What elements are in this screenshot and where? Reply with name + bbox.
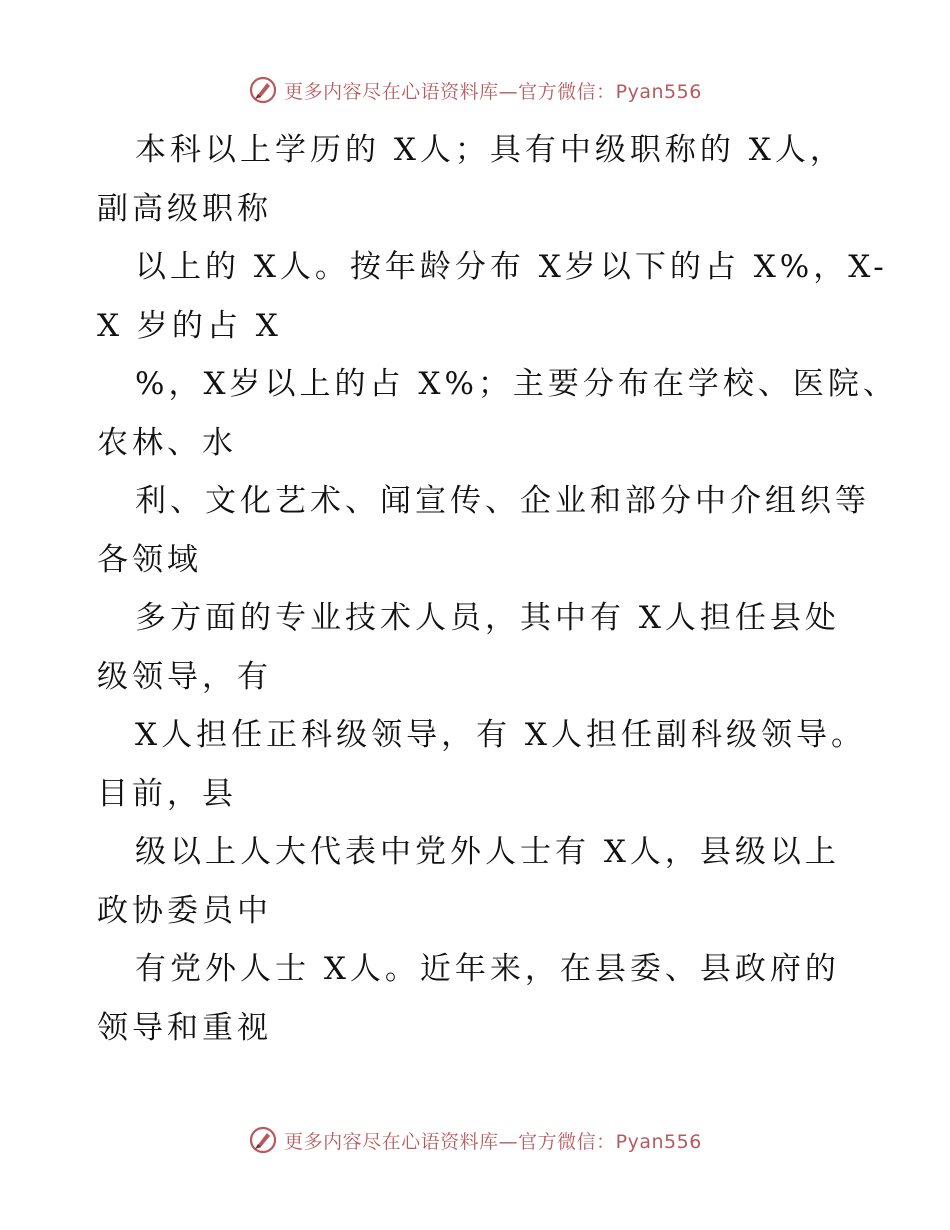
- text-line: 农林、水: [97, 424, 237, 461]
- text-line: 有党外人士 X人。近年来，在县委、县政府的: [135, 951, 840, 987]
- header-banner: [0, 73, 950, 107]
- text-line: 以上的 X人。按年龄分布 X岁以下的占 X%，X-: [135, 249, 888, 285]
- text-line: 本科以上学历的 X人；具有中级职称的 X人，: [135, 132, 845, 168]
- text-line: X人担任正科级领导，有 X人担任副科级领导。: [135, 717, 866, 753]
- text-line: X 岁的占 X: [97, 307, 282, 344]
- header-banner-text: 更多内容尽在心语资料库—官方微信：Pyan556: [284, 80, 702, 103]
- footer-banner-text: 更多内容尽在心语资料库—官方微信：Pyan556: [284, 1130, 702, 1153]
- text-line: 政协委员中: [97, 892, 272, 929]
- text-line: 利、文化艺术、闻宣传、企业和部分中介组织等: [135, 483, 870, 519]
- pen-nib-logo-icon: [248, 1125, 278, 1155]
- text-line: 目前，县: [97, 775, 237, 812]
- document-body: [97, 121, 898, 1057]
- pen-nib-logo-icon: [248, 75, 278, 105]
- text-line: 领导和重视: [97, 1009, 272, 1046]
- text-line: 多方面的专业技术人员，其中有 X人担任县处: [135, 600, 840, 636]
- text-line: 级以上人大代表中党外人士有 X人，县级以上: [135, 834, 840, 870]
- footer-banner: [0, 1123, 950, 1157]
- text-line: %，X岁以上的占 X%；主要分布在学校、医院、: [135, 366, 898, 402]
- text-line: 级领导，有: [97, 658, 272, 695]
- text-line: 各领域: [97, 541, 202, 578]
- text-line: 副高级职称: [97, 190, 272, 227]
